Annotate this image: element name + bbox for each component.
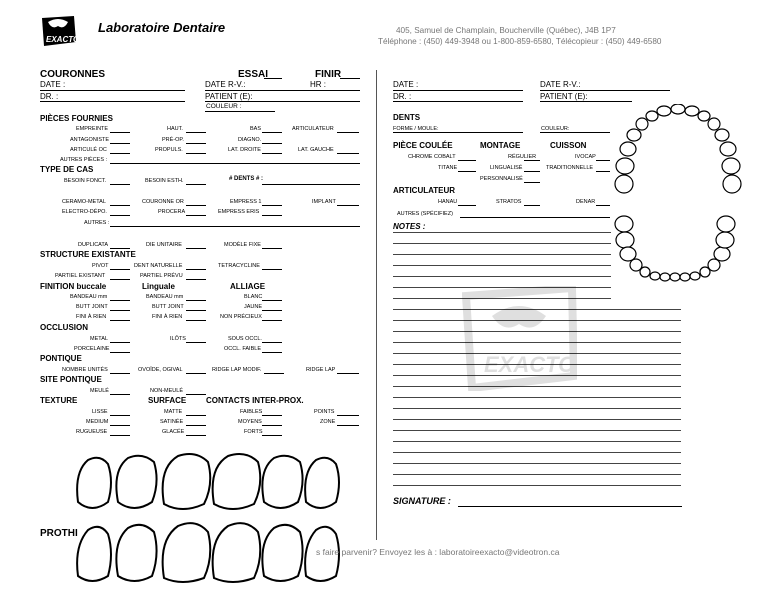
po-ovoide: OVOÏDE, OGIVAL bbox=[138, 367, 183, 373]
tx-matte: MATTE bbox=[164, 409, 183, 415]
pf-diagno: DIAGNO. bbox=[238, 137, 262, 143]
se-dent-naturelle: DENT NATURELLE bbox=[134, 263, 183, 269]
ar-stratos: STRATOS bbox=[496, 199, 522, 205]
fi-fini-l: FINI À RIEN bbox=[152, 314, 183, 320]
svg-text:EXACTO: EXACTO bbox=[484, 352, 576, 377]
oc-porcelaine: PORCELAINE bbox=[74, 346, 110, 352]
alliage-label: ALLIAGE bbox=[230, 282, 266, 291]
logo-text: EXACTO bbox=[46, 35, 78, 44]
pf-propuls: PROPULS. bbox=[155, 147, 183, 153]
notes-line[interactable] bbox=[393, 397, 681, 398]
surface-label: SURFACE bbox=[148, 396, 187, 405]
pf-haut: HAUT. bbox=[167, 126, 183, 132]
section-dents: DENTS bbox=[393, 113, 421, 122]
ar-hanau: HANAU bbox=[438, 199, 458, 205]
tx-satinee: SATINÉE bbox=[160, 419, 184, 425]
se-partiel-existant: PARTIEL EXISTANT bbox=[55, 273, 106, 279]
pf-bas: BAS bbox=[250, 126, 262, 132]
fi-bandeau-l: BANDEAU mm bbox=[146, 294, 184, 300]
lab-phone: Téléphone : (450) 449-3948 ou 1-800-859-6580, Télécopieur : (450) 449-6580 bbox=[378, 37, 662, 46]
tx-rugueuse: RUGUEUSE bbox=[76, 429, 108, 435]
r-couleur-label: COULEUR: bbox=[541, 126, 570, 132]
essai-label: ESSAI bbox=[238, 69, 269, 80]
tc-duplicata: DUPLICATA bbox=[78, 242, 109, 248]
pf-articule-oc: ARTICULÉ OC bbox=[70, 147, 107, 153]
fi-jaune: JAUNE bbox=[244, 304, 263, 310]
notes-line[interactable] bbox=[393, 474, 681, 475]
section-articulateur: ARTICULATEUR bbox=[393, 186, 456, 195]
se-partiel-prevu: PARTIEL PRÉVU bbox=[140, 273, 183, 279]
fi-bandeau-b: BANDEAU mm bbox=[70, 294, 108, 300]
sp-non-meule: NON-MEULÉ bbox=[150, 388, 184, 394]
pf-lat-droite: LAT. DROITE bbox=[228, 147, 261, 153]
patient-field[interactable] bbox=[205, 101, 360, 102]
r-date-rv-label: DATE R-V.: bbox=[540, 80, 581, 89]
notes-line[interactable] bbox=[393, 430, 681, 431]
patient-label: PATIENT (E): bbox=[205, 92, 253, 101]
po-ridge-lap: RIDGE LAP bbox=[306, 367, 336, 373]
pc-ivocap: IVOCAP bbox=[575, 154, 596, 160]
pf-antagoniste: ANTAGONISTE bbox=[70, 137, 110, 143]
po-nombre-unites: NOMBRE UNITÉS bbox=[62, 367, 108, 373]
pc-lingualise: LINGUALISÉ bbox=[490, 165, 523, 171]
pc-traditionnelle: TRADITIONNELLE bbox=[546, 165, 594, 171]
r-dr-label: DR. : bbox=[393, 92, 412, 101]
se-tetracycline: TETRACYCLINE bbox=[218, 263, 260, 269]
se-pivot: PIVOT bbox=[92, 263, 109, 269]
pf-lat-gauche: LAT. GAUCHE bbox=[298, 147, 334, 153]
tx-glacee: GLACÉE bbox=[162, 429, 185, 435]
logo bbox=[38, 14, 78, 50]
tc-empress-eris: EMPRESS ERIS bbox=[218, 209, 260, 215]
r-date-field[interactable] bbox=[393, 90, 523, 91]
oc-metal: METAL bbox=[90, 336, 108, 342]
tc-die-unitaire: DIE UNITAIRE bbox=[146, 242, 182, 248]
section-structure: STRUCTURE EXISTANTE bbox=[40, 250, 136, 259]
signature-field[interactable] bbox=[458, 506, 682, 507]
tx-forts: FORTS bbox=[244, 429, 263, 435]
date-rv-label: DATE R-V.: bbox=[205, 80, 246, 89]
notes-line[interactable] bbox=[393, 276, 611, 277]
linguale-label: Linguale bbox=[142, 282, 175, 291]
section-type-de-cas: TYPE DE CAS bbox=[40, 165, 94, 174]
fi-blanc: BLANC bbox=[244, 294, 263, 300]
contacts-label: CONTACTS INTER-PROX. bbox=[206, 396, 304, 405]
section-couronnes: COURONNES bbox=[40, 69, 106, 80]
pf-empreinte: EMPREINTE bbox=[76, 126, 109, 132]
r-dr-field[interactable] bbox=[393, 101, 523, 102]
tc-implant: IMPLANT bbox=[312, 199, 336, 205]
notes-line[interactable] bbox=[393, 408, 681, 409]
hr-label: HR : bbox=[310, 80, 326, 89]
lower-front-teeth-diagram[interactable] bbox=[70, 520, 345, 584]
pc-chrome-cobalt: CHROME COBALT bbox=[408, 154, 456, 160]
section-pontique: PONTIQUE bbox=[40, 354, 82, 363]
tc-ceramo-metal: CERAMO-METAL bbox=[62, 199, 106, 205]
lab-address: 405, Samuel de Champlain, Boucherville (Québec), J4B 1P7 bbox=[396, 26, 616, 35]
dr-label: DR. : bbox=[40, 92, 59, 101]
fi-butt-b: BUTT JOINT bbox=[76, 304, 108, 310]
tx-medium: MEDIUM bbox=[86, 419, 109, 425]
watermark-logo bbox=[462, 286, 577, 391]
dr-field[interactable] bbox=[40, 101, 185, 102]
tx-faibles: FAIBLES bbox=[240, 409, 263, 415]
pc-regulier: RÉGULIER bbox=[508, 154, 537, 160]
tx-points: POINTS bbox=[314, 409, 335, 415]
pf-articulateur: ARTICULATEUR bbox=[292, 126, 334, 132]
r-patient-field[interactable] bbox=[540, 101, 632, 102]
footer-text: s faire parvenir? Envoyez les à : laboratoireexacto@videotron.ca bbox=[316, 547, 560, 557]
signature-label: SIGNATURE : bbox=[393, 496, 451, 506]
tc-empress-1: EMPRESS 1 bbox=[230, 199, 262, 205]
tx-lisse: LISSE bbox=[92, 409, 108, 415]
notes-line[interactable] bbox=[393, 232, 611, 233]
montage-label: MONTAGE bbox=[480, 141, 521, 150]
tc-dents: # DENTS # : bbox=[229, 176, 264, 182]
column-divider bbox=[376, 70, 377, 540]
notes-line[interactable] bbox=[393, 441, 681, 442]
cuisson-label: CUISSON bbox=[550, 141, 587, 150]
ar-autres: AUTRES (SPÉCIFIEZ) bbox=[397, 211, 453, 217]
tc-autres: AUTRES : bbox=[84, 220, 110, 226]
finir-label: FINIR bbox=[315, 69, 342, 80]
notes-line[interactable] bbox=[393, 485, 681, 486]
notes-line[interactable] bbox=[393, 452, 681, 453]
tc-couronne-or: COURONNE OR bbox=[142, 199, 184, 205]
r-date-label: DATE : bbox=[393, 80, 419, 89]
tx-moyens: MOYENS bbox=[238, 419, 262, 425]
pf-preop: PRÉ-OP. bbox=[162, 137, 184, 143]
tc-besoin-esth: BESOIN ESTH. bbox=[145, 178, 184, 184]
lab-name: Laboratoire Dentaire bbox=[98, 20, 226, 35]
fi-butt-l: BUTT JOINT bbox=[152, 304, 184, 310]
forme-label: FORME / MOULE: bbox=[393, 126, 439, 132]
date-field[interactable] bbox=[40, 90, 185, 91]
notes-line[interactable] bbox=[393, 419, 681, 420]
fi-non-precieux: NON PRÉCIEUX bbox=[220, 314, 262, 320]
section-pieces-fournies: PIÈCES FOURNIES bbox=[40, 114, 113, 123]
oc-ilots: ILÔTS bbox=[170, 336, 186, 342]
notes-line[interactable] bbox=[393, 463, 681, 464]
po-ridge-lap-modif: RIDGE LAP MODIF. bbox=[212, 367, 262, 373]
section-piece-coulee: PIÈCE COULÉE bbox=[393, 141, 453, 150]
tc-besoin-fonct: BESOIN FONCT. bbox=[64, 178, 107, 184]
tx-zone: ZONE bbox=[320, 419, 336, 425]
couleur-label: COULEUR : bbox=[206, 103, 242, 110]
upper-arch-diagram[interactable] bbox=[612, 104, 747, 196]
r-patient-label: PATIENT (E): bbox=[540, 92, 588, 101]
sp-meule: MEULÉ bbox=[90, 388, 109, 394]
tc-electro-depo: ELECTRO-DÉPO. bbox=[62, 209, 107, 215]
notes-line[interactable] bbox=[393, 254, 611, 255]
pf-autres-pieces: AUTRES PIÈCES : bbox=[60, 157, 108, 163]
upper-front-teeth-diagram[interactable] bbox=[70, 452, 345, 514]
notes-line[interactable] bbox=[393, 243, 611, 244]
lower-arch-diagram[interactable] bbox=[614, 214, 749, 282]
tc-procera: PROCERA bbox=[158, 209, 186, 215]
pc-personnalise: PERSONNALISÉ bbox=[480, 176, 523, 182]
section-site-pontique: SITE PONTIQUE bbox=[40, 375, 102, 384]
fi-fini-b: FINI À RIEN bbox=[76, 314, 107, 320]
oc-occl-faible: OCCL. FAIBLE bbox=[224, 346, 261, 352]
notes-line[interactable] bbox=[393, 265, 611, 266]
notes-label: NOTES : bbox=[393, 222, 426, 231]
tc-modele-fixe: MODÈLE FIXE bbox=[224, 242, 261, 248]
section-prothi: PROTHI bbox=[40, 528, 78, 539]
pc-titane: TITANE bbox=[438, 165, 458, 171]
date-label: DATE : bbox=[40, 80, 66, 89]
section-texture: TEXTURE bbox=[40, 396, 78, 405]
oc-sous-occl: SOUS OCCL. bbox=[228, 336, 262, 342]
section-occlusion: OCCLUSION bbox=[40, 323, 88, 332]
ar-denar: DENAR bbox=[576, 199, 596, 205]
section-finition: FINITION buccale bbox=[40, 282, 107, 291]
